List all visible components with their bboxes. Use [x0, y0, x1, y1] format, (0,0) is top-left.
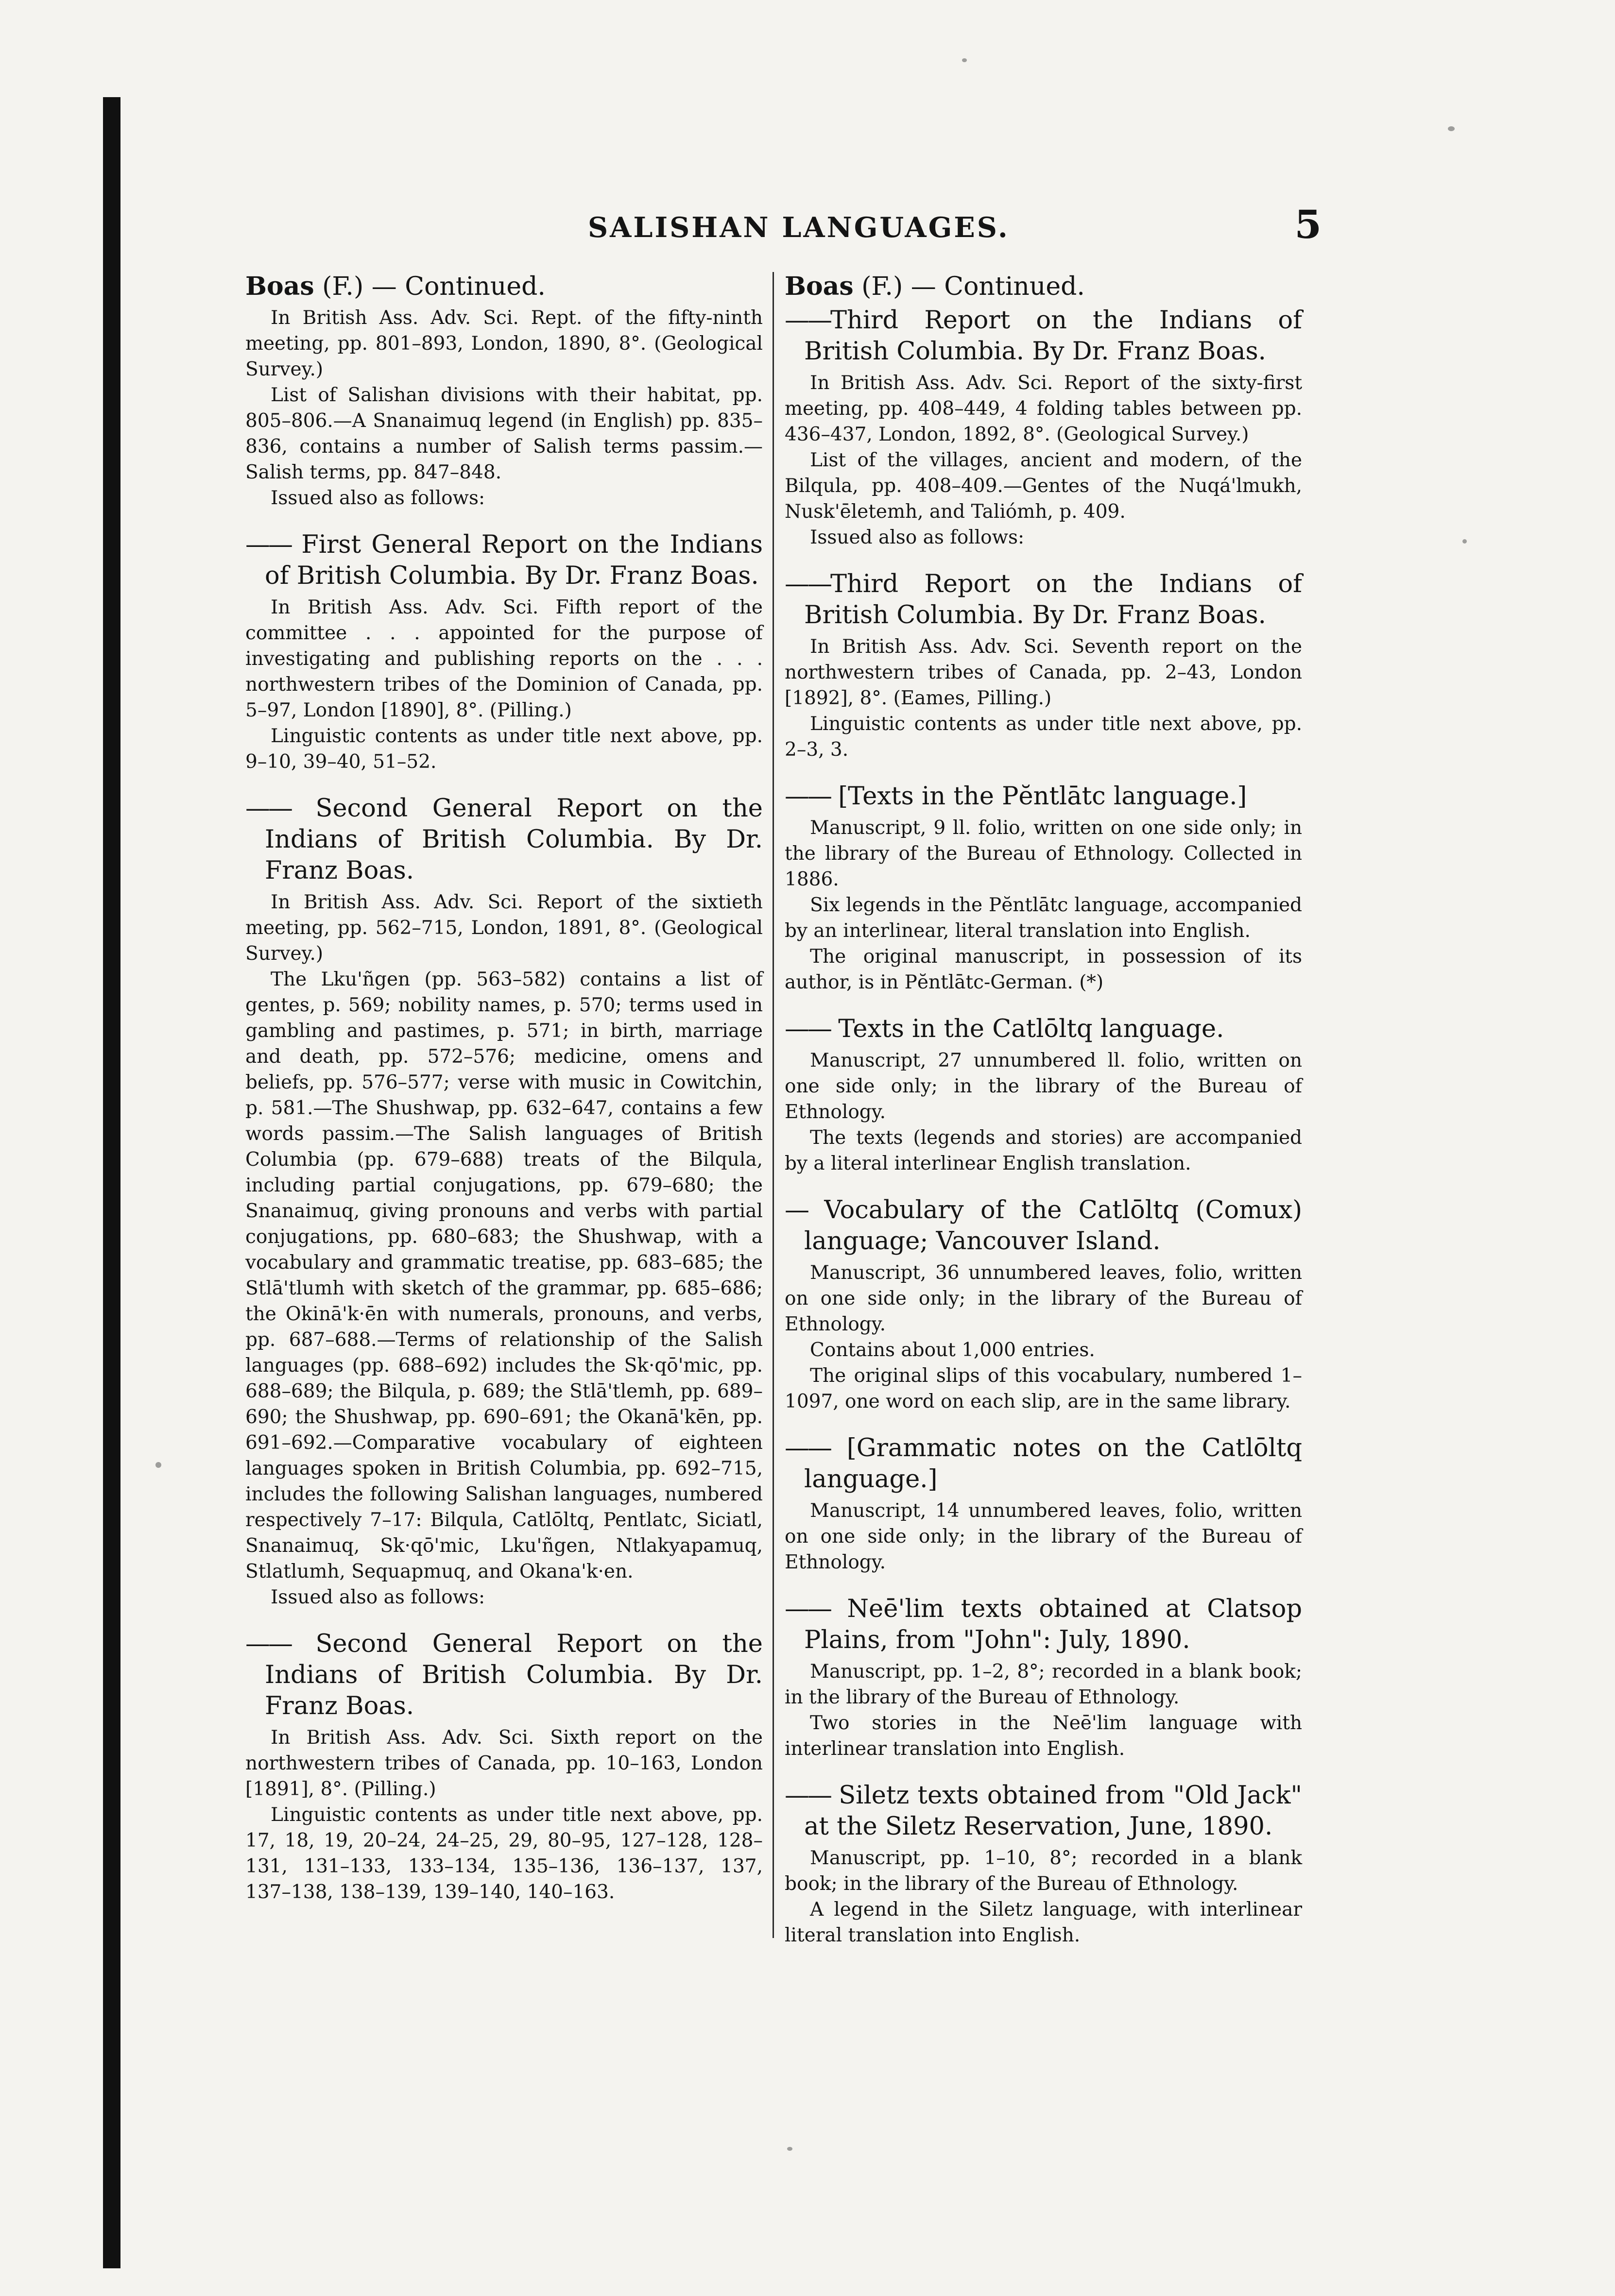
entry-paragraph: Manuscript, pp. 1–2, 8°; recorded in a blank book; in the library of the Bureau of Ethnology.	[785, 1661, 1302, 1708]
right-column	[785, 272, 1302, 2021]
entry-title	[785, 1780, 1302, 1842]
page-header	[272, 197, 1322, 255]
entry-title	[245, 529, 763, 592]
entry-title-text: First General Report on the Indians of British Columbia. By Dr. Franz Boas.	[265, 530, 763, 590]
running-title: SALISHAN LANGUAGES.	[588, 211, 1010, 244]
entry-paragraph: Two stories in the Neē'lim language with interlinear translation into English.	[785, 1712, 1302, 1760]
entry-title	[785, 1594, 1302, 1656]
entry-paragraph: Manuscript, 27 unnumbered ll. folio, written on one side only; in the library of the Bureau of Ethnology.	[785, 1050, 1302, 1123]
entry-paragraph: Issued also as follows:	[271, 1586, 485, 1608]
continued-label: (F.) — Continued.	[322, 272, 546, 301]
entry-paragraph: Manuscript, 9 ll. folio, written on one side only; in the library of the Bureau of Ethnology. Collected in 1886.	[785, 817, 1302, 890]
entry-paragraph: Contains about 1,000 entries.	[810, 1339, 1095, 1361]
title-dash: ——	[785, 782, 830, 811]
bibliography-entry	[785, 781, 1302, 995]
entry-paragraph: In British Ass. Adv. Sci. Sixth report on the northwestern tribes of Canada, pp. 10–163, London [1891], 8°. (Pilling.)	[245, 1727, 763, 1800]
entry-paragraph: In British Ass. Adv. Sci. Seventh report on the northwestern tribes of Canada, pp. 2–43, London [1892], 8°. (Eames, Pilling.)	[785, 636, 1302, 709]
entry-title-text: Second General Report on the Indians of British Columbia. By Dr. Franz Boas.	[265, 794, 763, 885]
author-name: Boas	[785, 272, 854, 301]
entry-paragraph: In British Ass. Adv. Sci. Report of the sixty-first meeting, pp. 408–449, 4 folding tables between pp. 436–437, London, 1892, 8°. (Geological Survey.)	[785, 372, 1302, 445]
left-column	[245, 272, 763, 2021]
bibliography-entry	[245, 529, 763, 775]
scan-speck	[155, 1462, 161, 1468]
bibliography-entry	[785, 1780, 1302, 1948]
entry-paragraph: Issued also as follows:	[271, 487, 485, 509]
title-dash: ——	[785, 1781, 830, 1810]
entry-paragraph: Manuscript, pp. 1–10, 8°; recorded in a blank book; in the library of the Bureau of Ethnology.	[785, 1847, 1302, 1895]
scan-speck	[1462, 539, 1467, 544]
entry-title-text: Texts in the Catlōltq language.	[838, 1015, 1224, 1043]
bibliography-entry	[785, 1594, 1302, 1762]
scan-speck	[1448, 126, 1455, 131]
scan-speck	[787, 2147, 792, 2151]
entry-paragraph: Manuscript, 36 unnumbered leaves, folio, written on one side only; in the library of the Bureau of Ethnology.	[785, 1262, 1302, 1335]
binding-edge	[103, 97, 120, 2268]
entry-title	[245, 1629, 763, 1722]
title-dash: ——	[245, 530, 291, 559]
scan-speck	[962, 58, 967, 62]
entry-paragraph: Linguistic contents as under title next above, pp. 17, 18, 19, 20–24, 24–25, 29, 80–95, 127–128, 128–131, 131–133, 133–134, 135–136, 136–137, 137, 137–138, 138–139, 139–140, 140–163.	[245, 1804, 763, 1903]
bibliography-entry	[245, 793, 763, 1610]
entry-title-text: Neē'lim texts obtained at Clatsop Plains, from "John": July, 1890.	[804, 1595, 1302, 1654]
entry-title-text: Siletz texts obtained from "Old Jack" at the Siletz Reservation, June, 1890.	[804, 1781, 1302, 1841]
author-name: Boas	[245, 272, 314, 301]
entry-paragraph: In British Ass. Adv. Sci. Report of the sixtieth meeting, pp. 562–715, London, 1891, 8°. (Geological Survey.)	[245, 891, 763, 965]
entry-title	[785, 569, 1302, 631]
bibliography-entry	[245, 1629, 763, 1905]
entry-paragraph: The original manuscript, in possession of its author, is in Pĕntlātc-German. (*)	[785, 946, 1302, 993]
entry-paragraph: List of Salishan divisions with their habitat, pp. 805–806.—A Snanaimuq legend (in English) pp. 835–836, contains a number of Salish terms passim.—Salish terms, pp. 847–848.	[245, 384, 763, 483]
entry-paragraph: Issued also as follows:	[810, 527, 1025, 548]
entry-paragraph: Manuscript, 14 unnumbered leaves, folio, written on one side only; in the library of the Bureau of Ethnology.	[785, 1500, 1302, 1573]
bibliography-entry	[785, 569, 1302, 763]
entry-paragraph: The Lku'ñgen (pp. 563–582) contains a list of gentes, p. 569; nobility names, p. 570; terms used in gambling and pastimes, p. 571; in birth, marriage and death, pp. 572–576; medicine, omens and beliefs, pp. 576–577; verse with music in Cowitchin, p. 581.—The Shushwap, pp. 632–647, contains a few words passim.—The Salish languages of British Columbia (pp. 679–688) treats of the Bilqula, including partial conjugations, pp. 679–680; the Snanaimuq, giving pronouns and verbs with partial conjugations, pp. 680–683; the Shushwap, with a vocabulary and grammatic treatise, pp. 683–685; the Stlā'tlumh with sketch of the grammar, pp. 685–686; the Okinā'k·ēn with numerals, pronouns, and verbs, pp. 687–688.—Terms of relationship of the Salish languages (pp. 688–692) includes the Sk·qō'mic, pp. 688–689; the Bilqula, p. 689; the Stlā'tlemh, pp. 689–690; the Shushwap, pp. 690–691; the Okanā'kēn, pp. 691–692.—Comparative vocabulary of eighteen languages spoken in British Columbia, pp. 692–715, includes the following Salishan languages, numbered respectively 7–17: Bilqula, Catlōltq, Pentlatc, Siciatl, Snanaimuq, Sk·qō'mic, Lku'ñgen, Ntlakyapamuq, Stlatlumh, Sequapmuq, and Okana'k·en.	[245, 969, 763, 1582]
continued-heading	[245, 272, 763, 301]
continued-heading	[785, 272, 1302, 301]
entry-title	[785, 1433, 1302, 1495]
bibliography-entry	[785, 1014, 1302, 1176]
entry-paragraph: The original slips of this vocabulary, numbered 1–1097, one word on each slip, are in the same library.	[785, 1365, 1302, 1412]
entry-paragraph: The texts (legends and stories) are accompanied by a literal interlinear English translation.	[785, 1127, 1302, 1174]
bibliography-entry	[245, 305, 763, 511]
column-divider	[773, 272, 774, 1938]
entry-title	[785, 1014, 1302, 1045]
bibliography-entry	[785, 1195, 1302, 1414]
entry-title-text: Second General Report on the Indians of British Columbia. By Dr. Franz Boas.	[265, 1630, 763, 1720]
title-dash: ——	[785, 1015, 830, 1043]
entry-title	[785, 1195, 1302, 1257]
entry-paragraph: Six legends in the Pĕntlātc language, accompanied by an interlinear, literal translation into English.	[785, 894, 1302, 942]
title-dash: ——	[245, 794, 291, 823]
bibliography-entry	[785, 1433, 1302, 1575]
title-dash: ——	[785, 1595, 830, 1623]
title-dash: —	[785, 1196, 808, 1225]
entry-title-text: Third Report on the Indians of British Columbia. By Dr. Franz Boas.	[804, 306, 1302, 366]
entry-paragraph: Linguistic contents as under title next above, pp. 9–10, 39–40, 51–52.	[245, 725, 763, 773]
bibliography-entry	[785, 305, 1302, 550]
entry-paragraph: Linguistic contents as under title next above, pp. 2–3, 3.	[785, 713, 1302, 761]
entry-title-text: [Texts in the Pĕntlātc language.]	[838, 782, 1247, 811]
entry-paragraph: In British Ass. Adv. Sci. Fifth report of the committee . . . appointed for the purpose of investigating and publishing reports on the . . . northwestern tribes of the Dominion of Canada, pp. 5–97, London [1890], 8°. (Pilling.)	[245, 596, 763, 721]
entry-title	[785, 305, 1302, 367]
entry-title	[785, 781, 1302, 812]
title-dash: ——	[245, 1630, 291, 1658]
title-dash: ——	[785, 570, 830, 598]
entry-title-text: [Grammatic notes on the Catlōltq language.]	[804, 1434, 1302, 1494]
continued-label: (F.) — Continued.	[861, 272, 1085, 301]
entry-paragraph: In British Ass. Adv. Sci. Rept. of the fifty-ninth meeting, pp. 801–893, London, 1890, 8°. (Geological Survey.)	[245, 307, 763, 380]
title-dash: ——	[785, 306, 830, 335]
entry-title-text: Vocabulary of the Catlōltq (Comux) language; Vancouver Island.	[804, 1196, 1302, 1256]
page-number: 5	[1294, 202, 1322, 247]
entry-paragraph: A legend in the Siletz language, with interlinear literal translation into English.	[785, 1899, 1302, 1946]
title-dash: ——	[785, 1434, 830, 1463]
entry-title-text: Third Report on the Indians of British Columbia. By Dr. Franz Boas.	[804, 570, 1302, 629]
entry-paragraph: List of the villages, ancient and modern, of the Bilqula, pp. 408–409.—Gentes of the Nuqá'lmukh, Nusk'ēletemh, and Taliómh, p. 409.	[785, 449, 1302, 523]
entry-title	[245, 793, 763, 886]
